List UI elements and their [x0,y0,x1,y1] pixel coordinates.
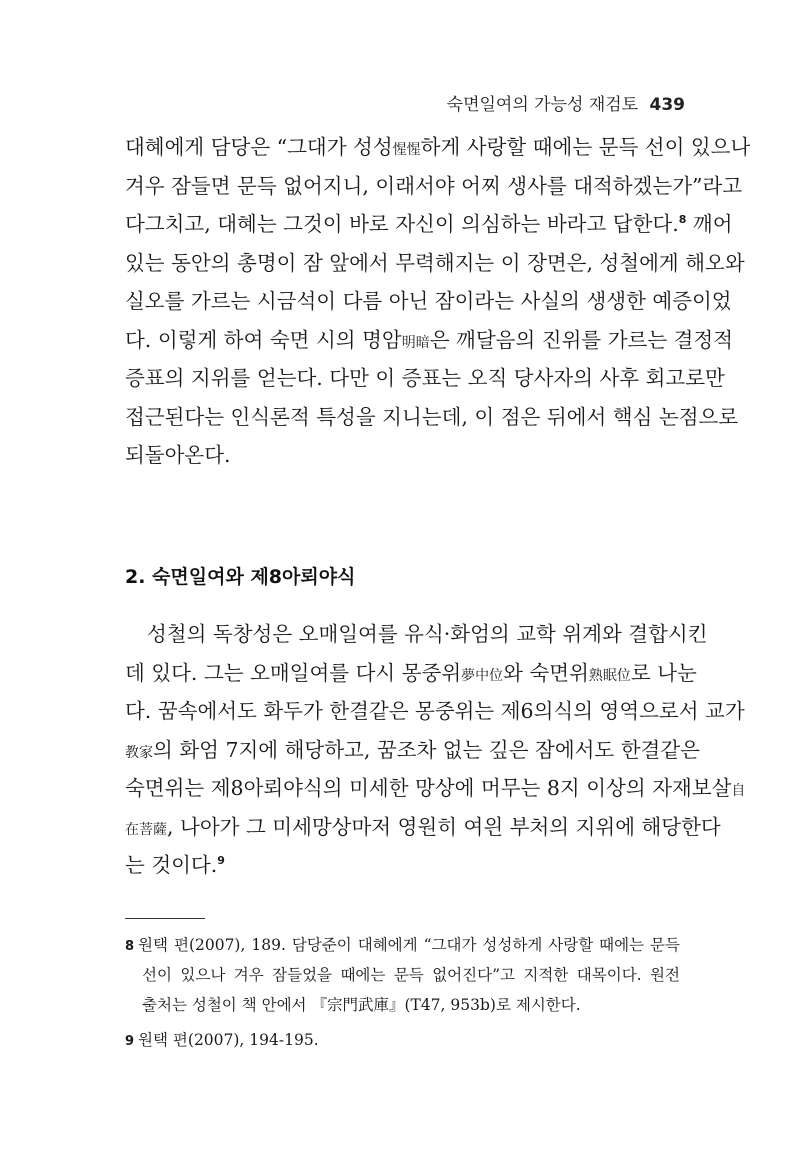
text-line: 증표의 지위를 얻는다. 다만 이 증표는 오직 당사자의 사후 회고로만 [125,366,725,390]
running-head [447,90,685,115]
text-line: 되돌아온다. [125,443,231,467]
text-line: 教家의 화엄 7지에 해당하고, 꿈조차 없는 깊은 잠에서도 한결같은 [125,737,700,762]
running-head-title: 숙면일여의 가능성 재검토 [446,95,639,115]
text-line: 데 있다. 그는 오매일여를 다시 몽중위夢中位와 숙면위熟眠位로 나눈 [125,660,697,685]
body-paragraph-2 [125,615,746,885]
hanja-sukmyeonwi: 熟眠位 [588,667,631,684]
section-heading: 2. 숙면일여와 제8아뢰야식 [125,566,356,588]
hanja-jaebosal: 在菩薩 [125,821,167,838]
text-line: 다. 이렇게 하여 숙면 시의 명암明暗은 깨달음의 진위를 가르는 결정적 [125,327,734,352]
text-line: 다. 꿈속에서도 화두가 한결같은 몽중위는 제6의식의 영역으로서 교가 [125,699,745,723]
hanja-mongjungwi: 夢中位 [461,667,504,684]
footnote-ref-9[interactable]: 9 [217,854,225,868]
hanja-seongseong: 惺惺 [392,142,421,158]
footnote-8 [125,930,680,1020]
footnote-9 [125,1025,680,1055]
text-line: 있는 동안의 총명이 잠 앞에서 무력해지는 이 장면은, 성철에게 해오와 [125,250,745,275]
hanja-myeongam: 明暗 [401,334,430,351]
footnote-number: 9 [125,1034,135,1049]
footnote-line: 9 원택 편(2007), 194-195. [125,1031,319,1049]
body-paragraph-1 [125,128,751,475]
page-number: 439 [649,95,685,115]
footnote-line: 선이 있으나 겨우 잠들었을 때에는 문득 없어진다”고 지적한 대목이다. 원전 [142,966,680,984]
text-line: 다그치고, 대혜는 그것이 바로 자신이 의심하는 바라고 답한다.$^8$ 깨어 [125,212,733,236]
hanja-gyoga: 教家 [125,744,153,761]
text-line: 성철의 독창성은 오매일여를 유식·화엄의 교학 위계와 결합시킨 [147,622,708,646]
footnote-ref-8[interactable]: 8 [678,213,687,227]
text-line: 숙면위는 제8아뢰야식의 미세한 망상에 머무는 8지 이상의 자재보살自 [125,776,746,800]
footnote-line: 출처는 성철이 책 안에서 『宗門武庫』(T47, 953b)로 제시한다. [142,996,581,1014]
text-line: 실오를 가르는 시금석이 다름 아닌 잠이라는 사실의 생생한 예증이었 [125,289,732,313]
text-line: 在菩薩, 나아가 그 미세망상마저 영원히 여읜 부처의 지위에 해당한다 [125,814,721,839]
text-line: 접근된다는 인식론적 특성을 지니는데, 이 점은 뒤에서 핵심 논점으로 [125,404,739,429]
text-line: 대혜에게 담당은 “그대가 성성惺惺하게 사랑할 때에는 문득 선이 있으나 [125,135,751,159]
footnote-line: 8 원택 편(2007), 189. 담당준이 대혜에게 “그대가 성성하게 사랑할 때에는 문득 [125,936,680,954]
text-line: 겨우 잠들면 문득 없어지니, 이래서야 어찌 생사를 대적하겠는가”라고 [125,173,743,198]
hanja-ja: 自 [731,783,746,799]
footnote-divider [125,918,205,919]
footnote-number: 8 [125,939,135,954]
text-line: 는 것이다.$^9$ [125,853,225,877]
